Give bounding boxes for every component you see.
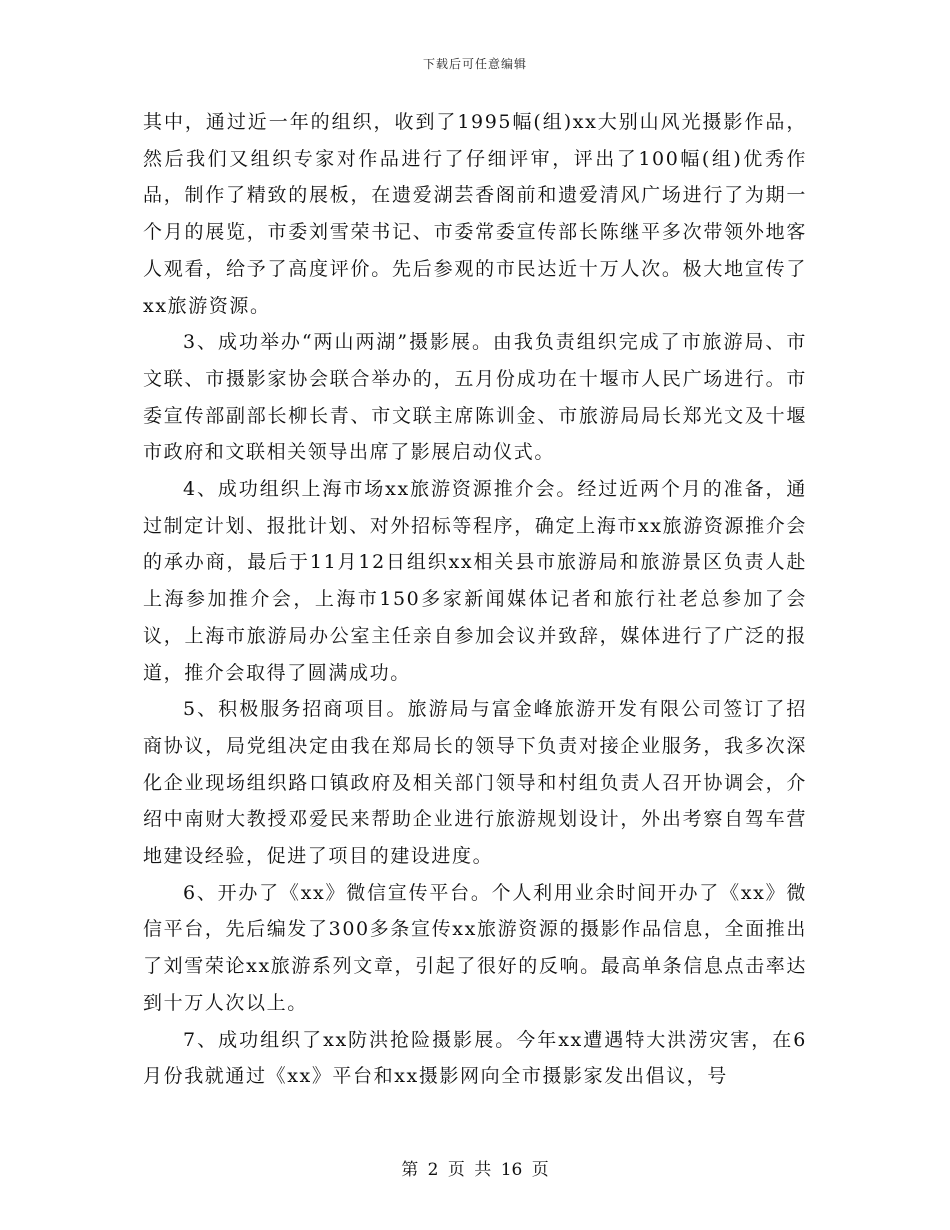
- document-body: [143, 104, 807, 1095]
- page-footer: 第 2 页 共 16 页: [401, 1160, 549, 1180]
- paragraph: 其中，通过近一年的组织，收到了1995幅(组)xx大别山风光摄影作品，然后我们又组织专家对作品进行了仔细评审，评出了100幅(组)优秀作品，制作了精致的展板，在遗爱湖芸香阁前和遗爱清风广场进行了为期一个月的展览，市委刘雪荣书记、市委常委宣传部长陈继平多次带领外地客人观看，给予了高度评价。先后参观的市民达近十万人次。极大地宣传了xx旅游资源。: [143, 111, 807, 317]
- paragraph: 5、积极服务招商项目。旅游局与富金峰旅游开发有限公司签订了招商协议，局党组决定由我在郑局长的领导下负责对接企业服务，我多次深化企业现场组织路口镇政府及相关部门领导和村组负责人召开协调会，介绍中南财大教授邓爱民来帮助企业进行旅游规划设计，外出考察自驾车营地建设经验，促进了项目的建设进度。: [143, 698, 807, 868]
- page-header: 下载后可任意编辑: [422, 57, 527, 71]
- paragraph: 7、成功组织了xx防洪抢险摄影展。今年xx遭遇特大洪涝灾害，在6月份我就通过《xx》平台和xx摄影网向全市摄影家发出倡议，号: [143, 1028, 807, 1088]
- paragraph: 6、开办了《xx》微信宣传平台。个人利用业余时间开办了《xx》微信平台，先后编发了300多条宣传xx旅游资源的摄影作品信息，全面推出了刘雪荣论xx旅游系列文章，引起了很好的反响。最高单条信息点击率达到十万人次以上。: [143, 881, 807, 1014]
- paragraph: 4、成功组织上海市场xx旅游资源推介会。经过近两个月的准备，通过制定计划、报批计划、对外招标等程序，确定上海市xx旅游资源推介会的承办商，最后于11月12日组织xx相关县市旅游局和旅游景区负责人赴上海参加推介会，上海市150多家新闻媒体记者和旅行社老总参加了会议，上海市旅游局办公室主任亲自参加会议并致辞，媒体进行了广泛的报道，推介会取得了圆满成功。: [143, 478, 807, 684]
- paragraph: 3、成功举办“两山两湖”摄影展。由我负责组织完成了市旅游局、市文联、市摄影家协会联合举办的，五月份成功在十堰市人民广场进行。市委宣传部副部长柳长青、市文联主席陈训金、市旅游局局长郑光文及十堰市政府和文联相关领导出席了影展启动仪式。: [143, 331, 807, 464]
